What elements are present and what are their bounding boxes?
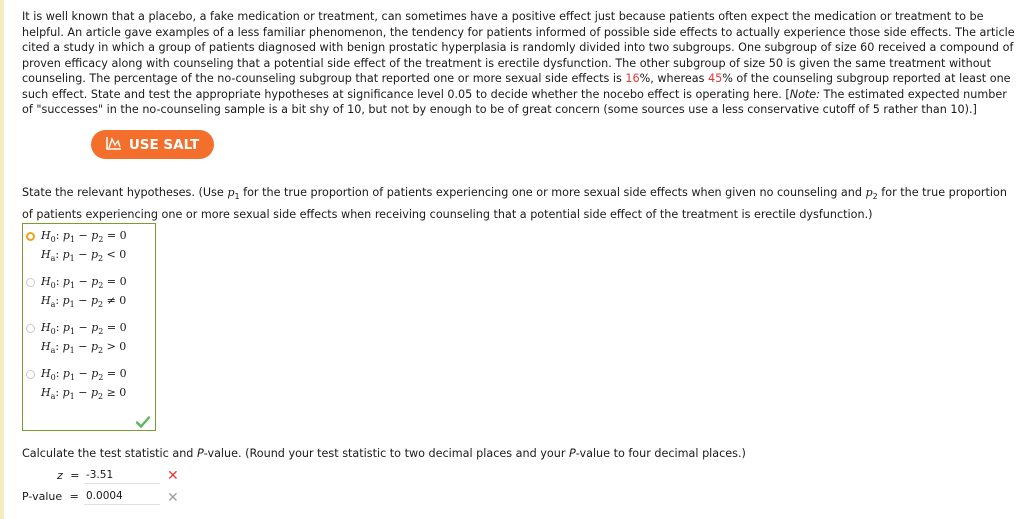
left-margin-rule	[0, 0, 4, 519]
null-hypothesis: $H_0$: $p_1 - p_2 = 0$	[41, 229, 127, 245]
calc-prompt: Calculate the test statistic and P-value. (Round your test statistic to two decimal places and your P-value to four decimal places.)	[22, 447, 746, 460]
hypotheses-choices	[22, 223, 156, 431]
pct-no-counsel: 16	[625, 72, 640, 85]
alt-hypothesis: $H_a$: $p_1 - p_2 \ge 0$	[41, 386, 127, 402]
pct-counsel: 45	[707, 72, 723, 85]
p-value-label-row: P-value =	[22, 490, 79, 503]
alt-hypothesis: $H_a$: $p_1 - p_2 \ne 0$	[41, 294, 127, 310]
null-hypothesis: $H_0$: $p_1 - p_2 = 0$	[41, 275, 127, 291]
salt-chart-icon	[106, 136, 122, 154]
alt-hypothesis: $H_a$: $p_1 - p_2 < 0$	[41, 248, 127, 264]
p-value-answer-field[interactable]: 0.0004	[84, 487, 160, 505]
wrong-x-icon: ✕	[167, 468, 179, 484]
radio-icon[interactable]	[26, 370, 35, 379]
z-label-row: z =	[57, 469, 80, 482]
use-salt-button[interactable]	[91, 130, 214, 159]
wrong-x-gray-icon: ✕	[167, 490, 179, 506]
hypotheses-prompt: State the relevant hypotheses. (Use $p_1$ for the true proportion of patients experiencing one or more sexual side effects when given no counseling and $p_2$ for the true proportion of patients experiencing one or more sexual side effects when receiving counseling that a potential side effect of the treatment is erectile dysfunction.)	[22, 186, 1007, 222]
alt-hypothesis: $H_a$: $p_1 - p_2 > 0$	[41, 340, 127, 356]
radio-selected-icon[interactable]	[26, 232, 35, 241]
radio-icon[interactable]	[26, 278, 35, 287]
use-salt-label: USE SALT	[128, 136, 200, 153]
null-hypothesis: $H_0$: $p_1 - p_2 = 0$	[41, 321, 127, 337]
radio-icon[interactable]	[26, 324, 35, 333]
null-hypothesis: $H_0$: $p_1 - p_2 = 0$	[41, 367, 127, 383]
problem-statement: It is well known that a placebo, a fake medication or treatment, can sometimes have a positive effect just because patients often expect the medication or treatment to be helpful. An article gave examples of a less familiar phenomenon, the tendency for patients informed of possible side effects to actually experience those side effects. The article cited a study in which a group of patients diagnosed with benign prostatic hyperplasia is randomly divided into two subgroups. One subgroup of size 60 received a compound of proven efficacy along with counseling that a potential side effect of the treatment is erectile dysfunction. The other subgroup of size 50 is given the same treatment without counseling. The percentage of the no-counseling subgroup that reported one or more sexual side effects is 16%, whereas 45% of the counseling subgroup reported at least one such effect. State and test the appropriate hypotheses at significance level 0.05 to decide whether the nocebo effect is operating here. [Note: The estimated expected number of "successes" in the no-counseling sample is a bit shy of 10, but not by enough to be of great concern (some sources use a less conservative cutoff of 5 rather than 10).]	[22, 10, 1015, 116]
correct-check-icon	[136, 413, 150, 432]
z-answer-field[interactable]: -3.51	[84, 466, 160, 484]
